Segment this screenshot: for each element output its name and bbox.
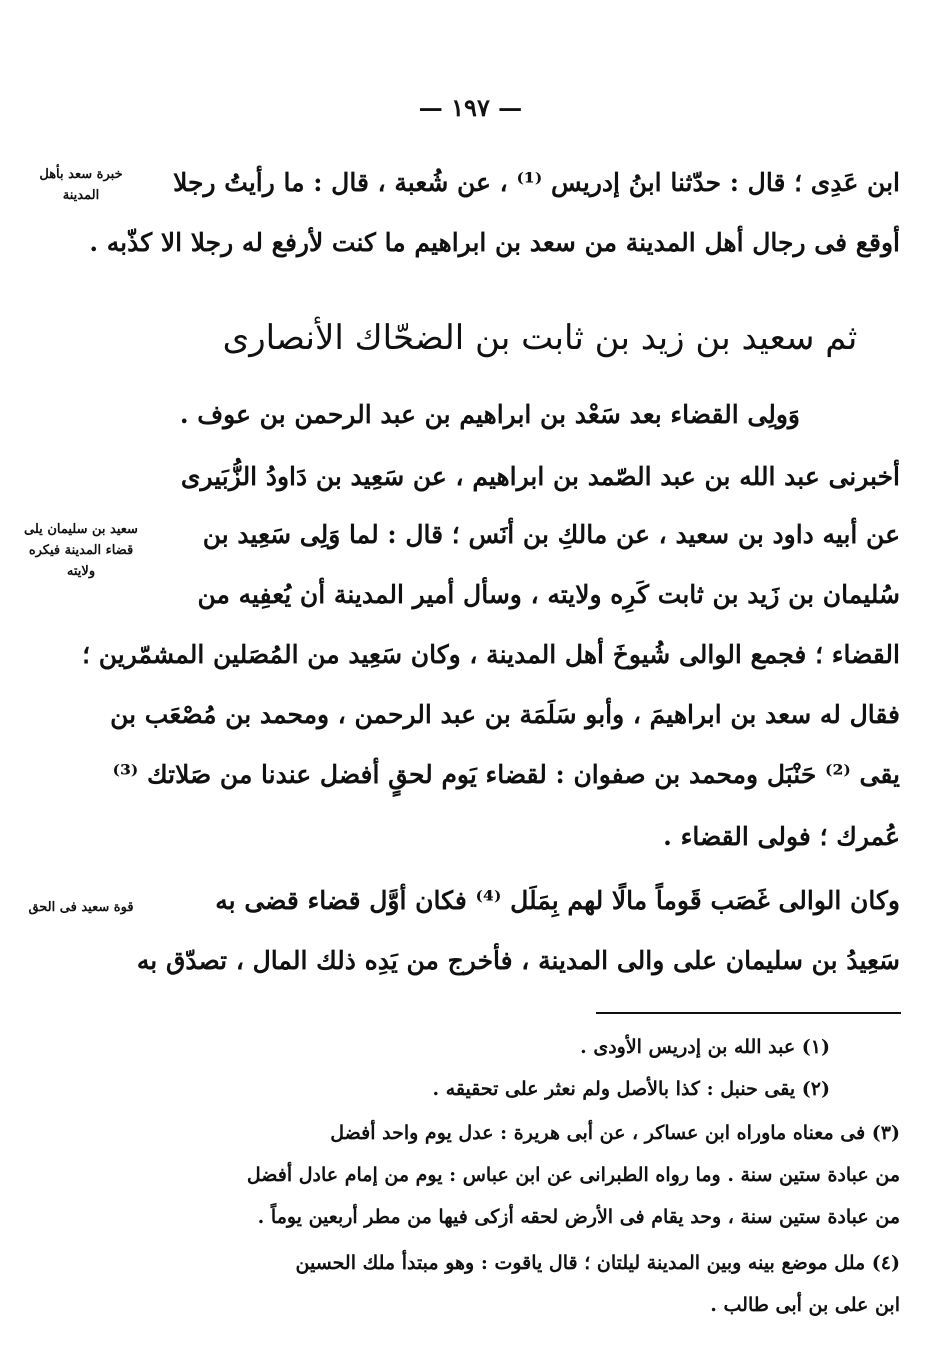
footnote-3-line2: من عبادة ستين سنة . وما رواه الطبرانى عن ابن عباس : يوم من إمام عادل أفضل [246, 1164, 900, 1186]
margin-note-said-appointment: سعيد بن سليمان يلى قضاء المدينة فيكره ولايته [24, 522, 138, 579]
footnote-divider [596, 1012, 901, 1014]
margin-note-sad-expertise: خبرة سعد بأهل المدينة [39, 167, 123, 203]
paragraph2-line8: عُمرك ؛ فولى القضاء . [663, 822, 900, 851]
paragraph2-line6: فقال له سعد بن ابراهيمَ ، وأبو سَلَمَة بن عبد الرحمن ، ومحمد بن مُصْعَب بن [110, 700, 900, 729]
paragraph2-line3: عن أبيه داود بن سعيد ، عن مالكِ بن أنَس ؛ قال : لما وَلِى سَعِيد بن [202, 520, 900, 549]
paragraph1-line1: ابن عَدِى ؛ قال : حدّثنا ابنُ إدريس ⁽¹⁾ ، عن شُعبة ، قال : ما رأيتُ رجلا [173, 168, 900, 197]
footnote-4-line2: ابن على بن أبى طالب . [710, 1294, 900, 1316]
paragraph2-line7: يقى ⁽²⁾ حَنْبَل ومحمد بن صفوان : لقضاء يَوم لحقٍ أفضل عندنا من صَلاتك ⁽³⁾ [112, 760, 900, 789]
footnote-3-line3: من عبادة ستين سنة ، وحد يقام فى الأرض لحقه أزكى فيها من مطر أربعين يوماً . [257, 1206, 900, 1228]
paragraph3-line1: وكان الوالى غَصَب قَوماً مالًا لهم بِمَلَل ⁽⁴⁾ فكان أوَّل قضاء قضى به [215, 886, 900, 915]
footnote-4-line1: (٤) ملل موضع بينه وبين المدينة ليلتان ؛ قال ياقوت : وهو مبتدأ ملك الحسين [295, 1252, 900, 1274]
paragraph2-line4: سُليمان بن زَيد بن ثابت كَرِه ولايته ، وسأل أمير المدينة أن يُعفِيه من [197, 580, 900, 609]
margin-note-said-strength: قوة سعيد فى الحق [28, 900, 134, 915]
paragraph2-line2: أخبرنى عبد الله بن عبد الصّمد بن ابراهيم ، عن سَعِيد بن دَاودُ الزُّبَيرى [180, 462, 900, 491]
footnote-1: (١) عبد الله بن إدريس الأودى . [580, 1036, 830, 1058]
page-number: — ١٩٧ — [418, 93, 523, 122]
section-heading: ثم سعيد بن زيد بن ثابت بن الضحّاك الأنصارى [222, 318, 858, 358]
paragraph1-line2: أوقع فى رجال أهل المدينة من سعد بن ابراهيم ما كنت لأرفع له رجلا الا كذّبه . [89, 228, 900, 257]
paragraph3-line2: سَعِيدُ بن سليمان على والى المدينة ، فأخرج من يَدِه ذلك المال ، تصدّق به [136, 946, 900, 975]
footnote-3-line1: (٣) فى معناه ماوراه ابن عساكر ، عن أبى هريرة : عدل يوم واحد أفضل [330, 1122, 900, 1144]
paragraph2-line1: وَولِى القضاء بعد سَعْد بن ابراهيم بن عبد الرحمن بن عوف . [179, 400, 800, 429]
footnote-2: (٢) يقى حنبل : كذا بالأصل ولم نعثر على تحقيقه . [432, 1078, 830, 1100]
paragraph2-line5: القضاء ؛ فجمع الوالى شُيوخَ أهل المدينة ، وكان سَعِيد من المُصَلين المشمّرين ؛ [82, 640, 900, 669]
